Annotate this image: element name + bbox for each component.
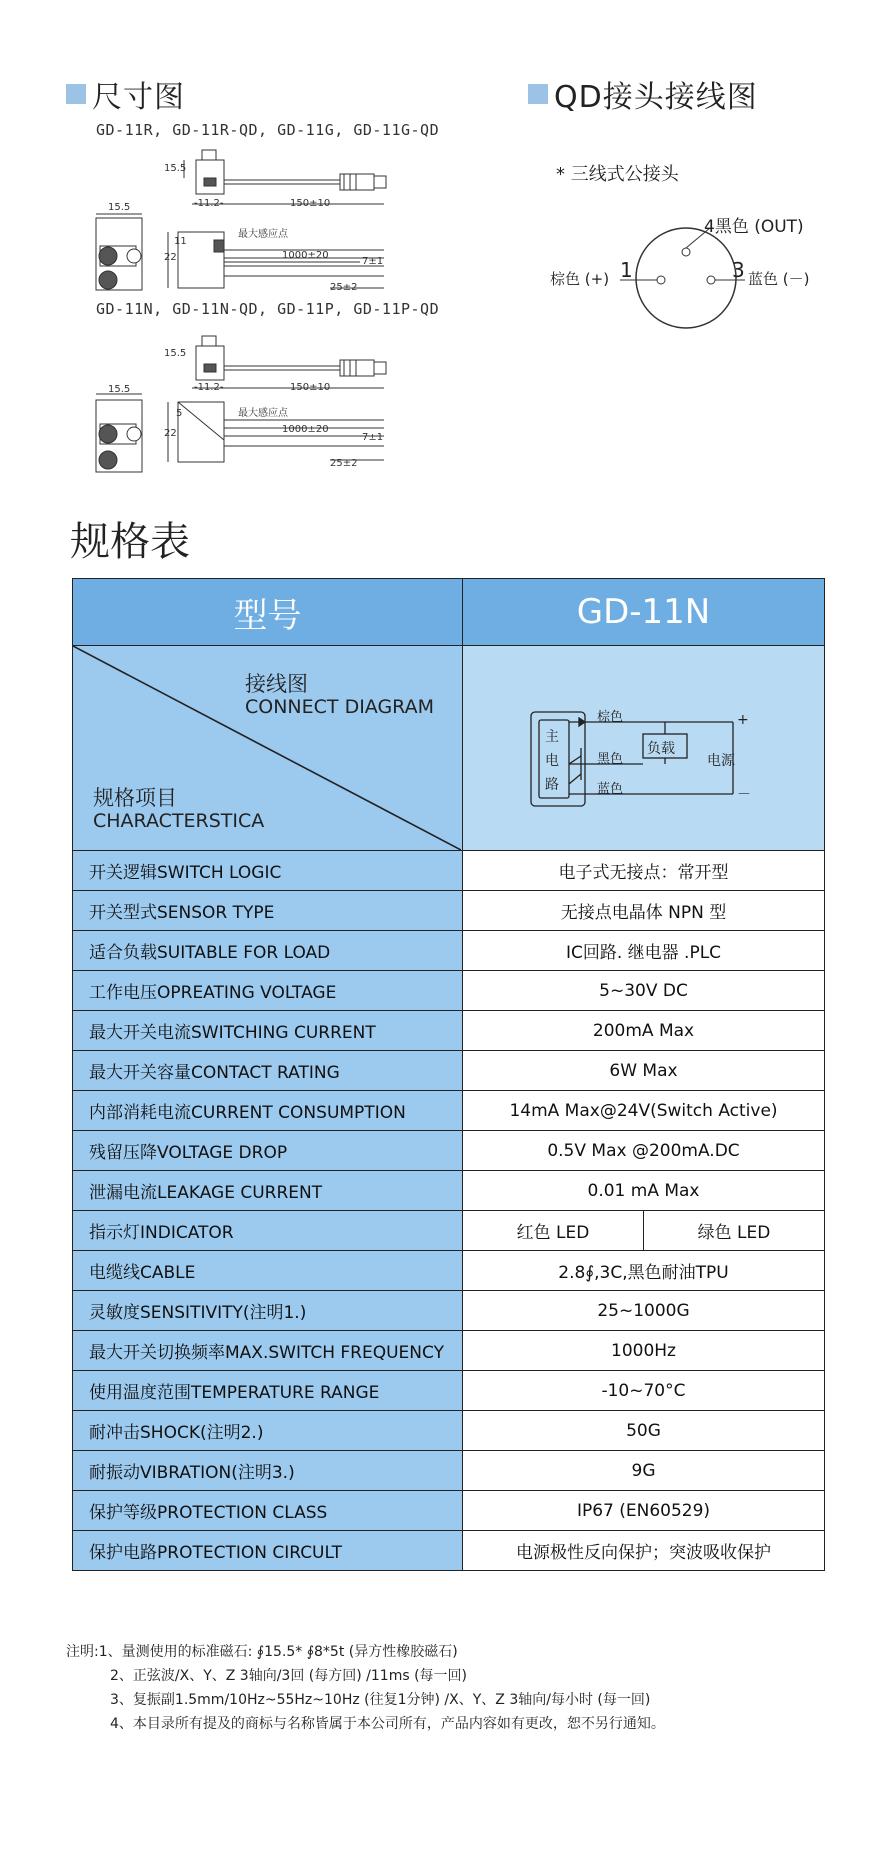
dim-label: 22 (164, 252, 177, 263)
spec-value: 6W Max (463, 1051, 825, 1091)
table-header-row (73, 579, 825, 646)
qd-pin4: 4黑色 (OUT) (704, 217, 804, 237)
spec-value: 电子式无接点：常开型 (463, 851, 825, 891)
qd-pin1: 1 (620, 258, 633, 282)
dim-label: 最大感应点 (238, 229, 288, 240)
dim-label: 最大感应点 (238, 408, 288, 419)
spec-label: 最大开关切换频率MAX.SWITCH FREQUENCY (73, 1331, 463, 1371)
table-row (73, 891, 825, 931)
dim-label: 25±2 (330, 458, 358, 469)
spec-label: 保护等级PROTECTION CLASS (73, 1491, 463, 1531)
spec-value: IP67 (EN60529) (463, 1491, 825, 1531)
models-bottom: GD-11N, GD-11N-QD, GD-11P, GD-11P-QD (96, 300, 440, 318)
spec-label: 开关型式SENSOR TYPE (73, 891, 463, 931)
qd-pin1-label: 棕色 (+) (550, 270, 610, 288)
table-row (73, 1291, 825, 1331)
spec-value-a: 红色 LED (463, 1211, 644, 1251)
circuit-main-3: 路 (545, 777, 559, 793)
spec-value-b: 绿色 LED (644, 1211, 825, 1251)
spec-label: 最大开关电流SWITCHING CURRENT (73, 1011, 463, 1051)
note-4: 4、本目录所有提及的商标与名称皆属于本公司所有，产品内容如有更改，恕不另行通知。 (110, 1716, 665, 1732)
table-row (73, 931, 825, 971)
spec-label: 使用温度范围TEMPERATURE RANGE (73, 1371, 463, 1411)
spec-label: 适合负载SUITABLE FOR LOAD (73, 931, 463, 971)
dim-label: 7±1 (362, 256, 384, 267)
spec-value: 0.5V Max @200mA.DC (463, 1131, 825, 1171)
spec-label: 泄漏电流LEAKAGE CURRENT (73, 1171, 463, 1211)
spec-label: 开关逻辑SWITCH LOGIC (73, 851, 463, 891)
dim-label: 22 (164, 428, 177, 439)
dimension-drawing (0, 0, 891, 480)
qd-title-text: QD接头接线图 (554, 80, 758, 115)
circuit-black: 黑色 (597, 752, 624, 767)
table-row (73, 1011, 825, 1051)
note-3: 3、复振副1.5mm/10Hz~55Hz~10Hz (往复1分钟) /X、Y、Z 3轴向/每小时 (每一回) (110, 1692, 651, 1708)
table-row (73, 1131, 825, 1171)
table-row (73, 971, 825, 1011)
spec-rows (73, 851, 825, 1571)
dim-label: 150±10 (290, 198, 331, 209)
qd-pin3: 3 (732, 258, 745, 282)
spec-label: 耐振动VIBRATION(注明3.) (73, 1451, 463, 1491)
spec-label: 电缆线CABLE (73, 1251, 463, 1291)
circuit-cell (463, 646, 825, 851)
spec-label: 内部消耗电流CURRENT CONSUMPTION (73, 1091, 463, 1131)
circuit-plus: + (737, 712, 749, 728)
dim-label: -11.2- (194, 382, 224, 393)
spec-value: 1000Hz (463, 1331, 825, 1371)
circuit-load: 负载 (647, 741, 675, 757)
table-row (73, 851, 825, 891)
diagram-row (73, 646, 825, 851)
spec-value: 电源极性反向保护；突波吸收保护 (463, 1531, 825, 1571)
table-row (73, 1171, 825, 1211)
spec-label: 工作电压OPREATING VOLTAGE (73, 971, 463, 1011)
spec-value: 200mA Max (463, 1011, 825, 1051)
note-1: 注明:1、量测使用的标准磁石: ∮15.5* ∮8*5t (异方性橡胶磁石) (66, 1644, 458, 1660)
spec-label: 指示灯INDICATOR (73, 1211, 463, 1251)
model-label: 型号 (73, 579, 463, 646)
qd-subtitle: * 三线式公接头 (556, 164, 679, 185)
spec-table (72, 578, 825, 1571)
dim-label: 150±10 (290, 382, 331, 393)
spec-title: 规格表 (70, 519, 190, 565)
table-row (73, 1251, 825, 1291)
spec-value: 9G (463, 1451, 825, 1491)
diag-en: CONNECT DIAGRAM (245, 696, 435, 718)
dim-label: 11 (174, 236, 187, 247)
table-row (73, 1091, 825, 1131)
diagram-header-cell (73, 646, 463, 851)
spec-label: 最大开关容量CONTACT RATING (73, 1051, 463, 1091)
spec-value: 5~30V DC (463, 971, 825, 1011)
table-row (73, 1531, 825, 1571)
spec-label: 灵敏度SENSITIVITY(注明1.) (73, 1291, 463, 1331)
spec-value: 无接点电晶体 NPN 型 (463, 891, 825, 931)
spec-value: -10~70°C (463, 1371, 825, 1411)
dim-label: 1000±20 (282, 250, 329, 261)
spec-value: 14mA Max@24V(Switch Active) (463, 1091, 825, 1131)
spec-label: 耐冲击SHOCK(注明2.) (73, 1411, 463, 1451)
model-value: GD-11N (463, 579, 825, 646)
dim-label: 25±2 (330, 282, 358, 293)
spec-value: 50G (463, 1411, 825, 1451)
table-row (73, 1491, 825, 1531)
circuit-blue: 蓝色 (597, 782, 624, 797)
dim-label: 5 (176, 408, 183, 419)
table-row (73, 1051, 825, 1091)
models-top: GD-11R, GD-11R-QD, GD-11G, GD-11G-QD (96, 121, 440, 139)
circuit-main-1: 主 (545, 729, 559, 745)
qd-pin3-label: 蓝色 (－) (748, 270, 810, 288)
dim-label: 15.5 (108, 384, 131, 395)
dim-label: -11.2- (194, 198, 224, 209)
circuit-power: 电源 (707, 753, 735, 769)
dim-label: 15.5 (164, 348, 187, 359)
spec-value: 2.8∮,3C,黑色耐油TPU (463, 1251, 825, 1291)
circuit-diagram (463, 646, 825, 850)
dim-label: 1000±20 (282, 424, 329, 435)
table-row (73, 1211, 825, 1251)
table-row (73, 1331, 825, 1371)
spec-value: IC回路. 继电器 .PLC (463, 931, 825, 971)
item-cn: 规格项目 (93, 786, 177, 810)
spec-label: 保护电路PROTECTION CIRCULT (73, 1531, 463, 1571)
dim-label: 15.5 (108, 202, 131, 213)
circuit-main-2: 电 (545, 753, 559, 769)
table-row (73, 1411, 825, 1451)
table-row (73, 1451, 825, 1491)
note-2: 2、正弦波/X、Y、Z 3轴向/3回 (每方回) /11ms (每一回) (110, 1668, 467, 1684)
table-row (73, 1371, 825, 1411)
dim-label: 15.5 (164, 163, 187, 174)
circuit-brown: 棕色 (597, 710, 624, 725)
spec-value: 25~1000G (463, 1291, 825, 1331)
dimension-title-text: 尺寸图 (92, 80, 185, 115)
notes (66, 1640, 665, 1736)
spec-value: 0.01 mA Max (463, 1171, 825, 1211)
item-en: CHARACTERSTICA (93, 810, 265, 832)
dim-label: 7±1 (362, 432, 384, 443)
diag-cn: 接线图 (245, 672, 308, 696)
spec-label: 残留压降VOLTAGE DROP (73, 1131, 463, 1171)
circuit-minus: － (737, 787, 751, 803)
